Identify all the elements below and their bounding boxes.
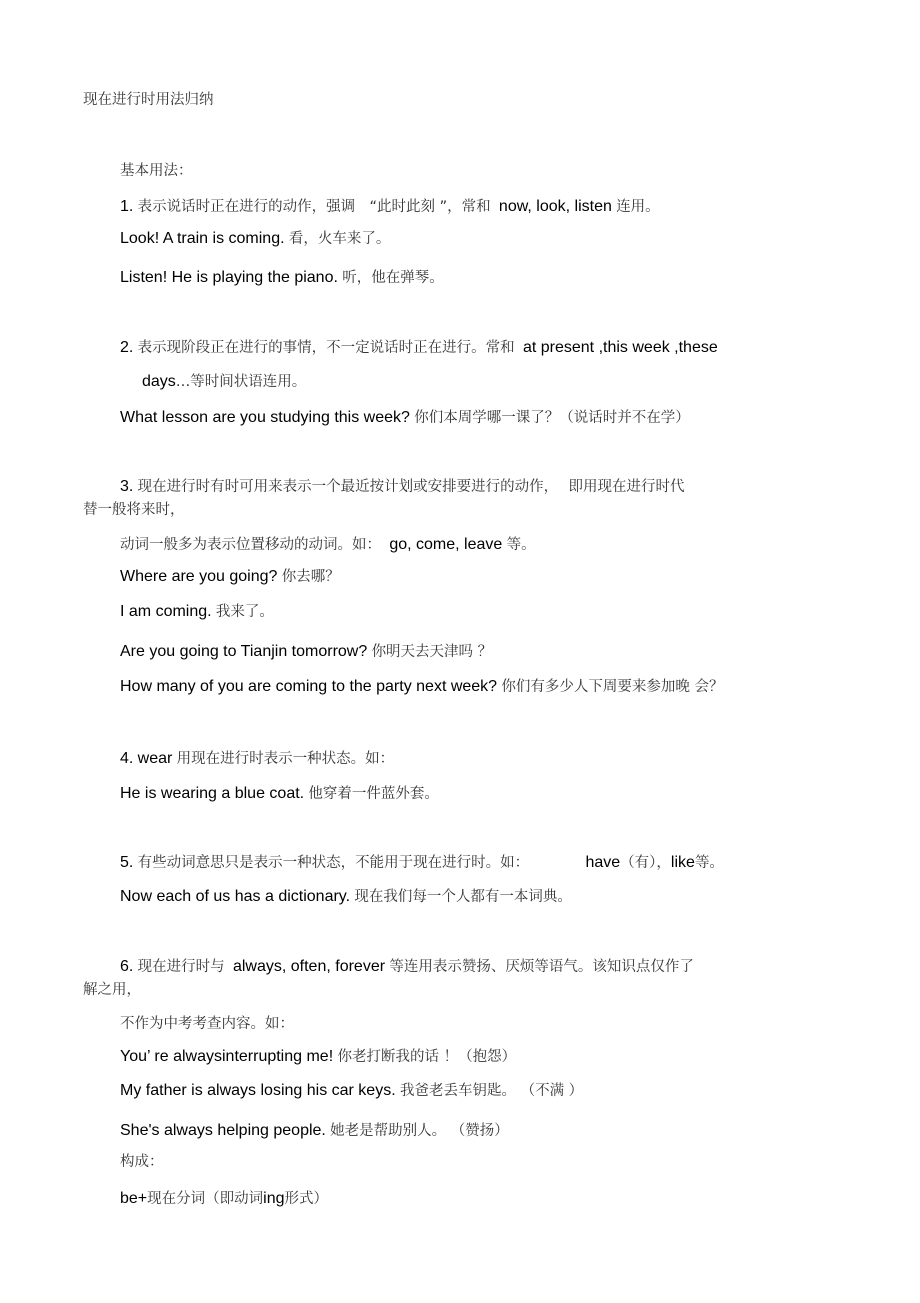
- example-en: Are you going to Tianjin tomorrow?: [120, 643, 368, 660]
- section-number: 5.: [120, 854, 134, 871]
- example-sentence: [120, 677, 724, 697]
- section-3-note: [120, 535, 536, 555]
- example-sentence: [120, 567, 340, 587]
- example-en: He is wearing a blue coat.: [120, 785, 305, 802]
- structure-formula: [120, 1189, 328, 1209]
- example-sentence: [120, 229, 390, 249]
- example-zh: 现在我们每一个人都有一本词典。: [354, 889, 572, 905]
- example-sentence: [120, 642, 492, 662]
- note-keywords: go, come, leave: [389, 536, 503, 553]
- example-zh: 你老打断我的话 ！（抱怨）: [337, 1049, 517, 1065]
- heading-text: …等时间状语连用。: [175, 374, 307, 390]
- example-en: I am coming.: [120, 603, 212, 620]
- example-sentence: [120, 268, 444, 288]
- example-en: My father is always losing his car keys.: [120, 1082, 396, 1099]
- section-number: 3.: [120, 478, 134, 495]
- heading-text: 用现在进行时表示一种状态。如：: [176, 751, 395, 767]
- formula-en: ing: [263, 1190, 285, 1207]
- section-number: 1.: [120, 198, 134, 215]
- example-zh: 看，火车来了。: [288, 231, 391, 247]
- heading-text: “此时此刻 ”，常和: [369, 199, 491, 215]
- example-zh: 我爸老丢车钥匙。 （不满 ）: [399, 1083, 584, 1099]
- example-sentence: [120, 408, 690, 428]
- section-3-heading: [120, 477, 684, 497]
- heading-text: 现在进行时与: [137, 959, 225, 975]
- section-3-heading-wrap: 替一般将来时，: [83, 502, 185, 518]
- example-en: Listen! He is playing the piano.: [120, 269, 338, 286]
- heading-text: 表示说话时正在进行的动作，强调: [137, 199, 356, 215]
- example-zh: 你们有多少人下周要来参加晚 会？: [501, 679, 724, 695]
- example-en: Where are you going?: [120, 568, 278, 585]
- note-text: 等。: [506, 537, 536, 553]
- section-2-heading: [120, 338, 718, 358]
- example-sentence: [120, 1081, 583, 1101]
- example-en: You’ re alwaysinterrupting me!: [120, 1048, 334, 1065]
- example-zh: 我来了。: [215, 604, 274, 620]
- heading-text: 等连用表示赞扬、厌烦等语气。该知识点仅作了: [389, 959, 694, 975]
- example-en: Look! A train is coming.: [120, 230, 285, 247]
- heading-text: 即用现在进行时代: [568, 479, 685, 495]
- heading-keywords: now, look, listen: [498, 198, 612, 215]
- note-text: 动词一般多为表示位置移动的动词。如：: [120, 537, 381, 553]
- heading-text: 表示现阶段正在进行的事情，不一定说话时正在进行。常和: [137, 340, 515, 356]
- example-sentence: [120, 602, 274, 622]
- example-sentence: [120, 1047, 516, 1067]
- heading-keywords: days: [142, 373, 176, 390]
- example-sentence: [120, 1121, 509, 1141]
- section-1-heading: [120, 197, 660, 217]
- section-6-heading-wrap: 解之用，: [83, 982, 141, 998]
- section-2-heading-cont: [142, 372, 306, 392]
- section-6-heading: [120, 957, 694, 977]
- section-5-heading: [120, 853, 724, 873]
- formula-zh: 现在分词（即动词: [147, 1191, 264, 1207]
- structure-label: 构成：: [120, 1154, 164, 1170]
- example-zh: 你去哪？: [281, 569, 340, 585]
- example-zh: 你明天去天津吗 ？: [371, 644, 493, 660]
- section-number: 2.: [120, 339, 134, 356]
- section-4-heading: [120, 749, 394, 769]
- example-en: She's always helping people.: [120, 1122, 326, 1139]
- example-zh: 她老是帮助别人。 （赞扬）: [330, 1123, 509, 1139]
- example-en: How many of you are coming to the party next week?: [120, 678, 498, 695]
- heading-text: 有些动词意思只是表示一种状态，不能用于现在进行时。如：: [137, 855, 530, 871]
- heading-text: （有），: [620, 855, 671, 871]
- formula-zh: 形式）: [284, 1191, 328, 1207]
- basic-usage-label: 基本用法：: [120, 163, 193, 179]
- heading-keywords: have: [585, 854, 621, 871]
- section-6-note: 不作为中考考查内容。如：: [120, 1016, 294, 1032]
- example-zh: 听，他在弹琴。: [342, 270, 444, 286]
- example-en: What lesson are you studying this week?: [120, 409, 410, 426]
- heading-text: 连用。: [616, 199, 660, 215]
- heading-keywords: like: [670, 854, 695, 871]
- document-title: 现在进行时用法归纳: [83, 92, 214, 108]
- example-zh: 你们本周学哪一课了？（说话时并不在学）: [414, 410, 690, 426]
- formula-en: be+: [120, 1190, 148, 1207]
- heading-text: 等。: [694, 855, 724, 871]
- example-en: Now each of us has a dictionary.: [120, 888, 351, 905]
- example-sentence: [120, 887, 572, 907]
- example-zh: 他穿着一件蓝外套。: [308, 786, 439, 802]
- example-sentence: [120, 784, 439, 804]
- heading-keywords: always, often, forever: [232, 958, 386, 975]
- heading-text: 现在进行时有时可用来表示一个最近按计划或安排要进行的动作，: [137, 479, 559, 495]
- section-number: 4.: [120, 750, 134, 767]
- heading-keywords: wear: [137, 750, 173, 767]
- heading-keywords: at present ,this week ,these: [522, 339, 718, 356]
- section-number: 6.: [120, 958, 134, 975]
